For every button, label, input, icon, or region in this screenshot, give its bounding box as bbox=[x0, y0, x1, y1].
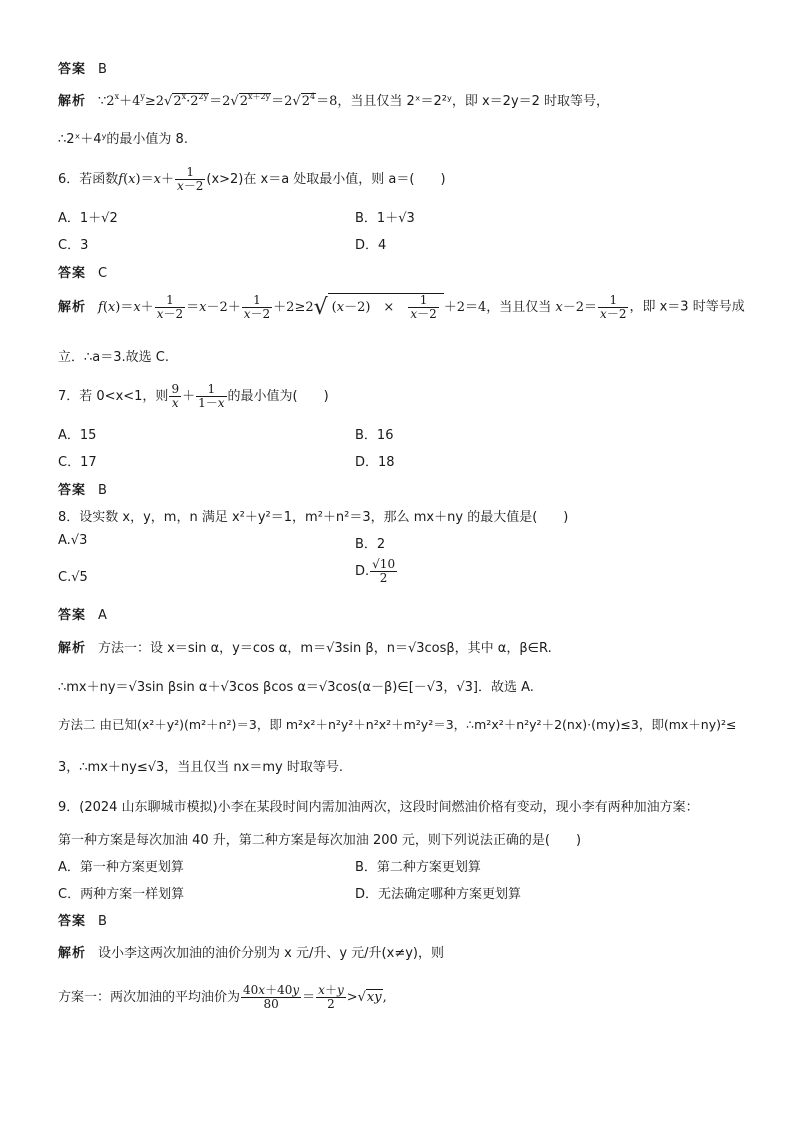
q6-option-d[interactable]: D．4 bbox=[355, 238, 387, 253]
q8-answer: 答案 A bbox=[58, 608, 107, 623]
q5-analysis: 解析 $\because 2^x+4^y\ge 2√2^x\cdot 2^{2y}=2√2^{x+2y}=2√2^4=8$，当且仅当 2ˣ＝2²ʸ，即 x＝2y＝2 时取等号， bbox=[58, 92, 610, 109]
q9-analysis: 解析 设小李这两次加油的油价分别为 x 元/升、y 元/升(x≠y)，则 bbox=[58, 946, 444, 961]
q6-stem: 6．若函数f(x)＝x＋ $\frac{1}{x-2}$ (x>2)在 x＝a 处取最小值，则 a＝( ) bbox=[58, 165, 446, 194]
q8-analysis-method1-b: ∴mx＋ny＝√3sin βsin α＋√3cos βcos α＝√3cos(α－β)∈[－√3，√3]．故选 A. bbox=[58, 680, 534, 695]
q8-option-a[interactable]: A.√3 bbox=[58, 533, 88, 548]
q6-option-a[interactable]: A．1＋√2 bbox=[58, 211, 118, 226]
q8-option-d-value: $\frac{√10}{2}$ bbox=[372, 557, 396, 586]
q7-option-c[interactable]: C．17 bbox=[58, 455, 97, 470]
q7-expression: $\frac{9}{x}$ ＋ $\frac{1}{1-x}$ bbox=[171, 382, 225, 411]
q7-option-a[interactable]: A．15 bbox=[58, 428, 97, 443]
q6-formula: f(x)＝x＋ $\frac{1}{x-2}$ ＝x－2＋ $\frac{1}{x-2}$ ＋2≥2√ (x－2) × $\frac{1}{x-2}$ ＋2＝4，当且仅当 x－2＝ $\frac{1}{x-2}$ bbox=[98, 292, 627, 322]
q6-analysis: 解析 f(x)＝x＋ $\frac{1}{x-2}$ ＝x－2＋ $\frac{1}{x-2}$ ＋2≥2√ (x－2) × $\frac{1}{x-2}$ ＋2＝4，当且仅当 x－2＝ $\frac{1}{x-2}$ ，即 x＝3 时等号成 bbox=[58, 292, 745, 322]
q6-option-c[interactable]: C．3 bbox=[58, 238, 89, 253]
q6-answer: 答案 C bbox=[58, 266, 108, 281]
q7-stem: 7．若 0<x<1，则 $\frac{9}{x}$ ＋ $\frac{1}{1-x}$ 的最小值为( ) bbox=[58, 382, 329, 411]
q7-option-d[interactable]: D．18 bbox=[355, 455, 395, 470]
q5-conclusion: ∴2ˣ＋4ʸ的最小值为 8. bbox=[58, 132, 188, 147]
q9-stem-a: 9．(2024 山东聊城市模拟)小李在某段时间内需加油两次，这段时间燃油价格有变动，现小李有两种加油方案： bbox=[58, 800, 699, 815]
q9-option-c[interactable]: C．两种方案一样划算 bbox=[58, 887, 185, 902]
q6-function: f(x)＝x＋ $\frac{1}{x-2}$ bbox=[118, 165, 204, 194]
q9-answer: 答案 B bbox=[58, 914, 107, 929]
q6-conclusion: 立．∴a＝3.故选 C. bbox=[58, 350, 169, 365]
q8-analysis-method2: 方法二 由已知(x²＋y²)(m²＋n²)＝3，即 m²x²＋n²y²＋n²x²＋m²y²＝3，∴m²x²＋n²y²＋2(nx)·(my)≤3，即(mx＋ny)²≤ bbox=[58, 717, 737, 732]
q6-option-b[interactable]: B．1＋√3 bbox=[355, 211, 415, 226]
q7-option-b[interactable]: B．16 bbox=[355, 428, 394, 443]
q8-option-c[interactable]: C.√5 bbox=[58, 570, 88, 585]
q8-analysis-method2-b: 3，∴mx＋ny≤√3，当且仅当 nx＝my 时取等号. bbox=[58, 760, 343, 775]
q9-option-d[interactable]: D．无法确定哪种方案更划算 bbox=[355, 887, 522, 902]
q7-answer: 答案 B bbox=[58, 483, 107, 498]
q5-answer: 答案 B bbox=[58, 62, 107, 77]
q8-stem: 8．设实数 x，y，m，n 满足 x²＋y²＝1，m²＋n²＝3，那么 mx＋ny 的最大值是( ) bbox=[58, 510, 569, 525]
q9-option-a[interactable]: A．第一种方案更划算 bbox=[58, 860, 184, 875]
q9-plan1: 方案一：两次加油的平均油价为 $\frac{40x+40y}{80}$ ＝ $\frac{x+y}{2}$ >√xy, bbox=[58, 983, 387, 1012]
q8-option-b[interactable]: B．2 bbox=[355, 537, 386, 552]
q8-option-d[interactable]: D. $\frac{√10}{2}$ bbox=[355, 557, 396, 586]
q9-plan1-formula: $\frac{40x+40y}{80}$ ＝ $\frac{x+y}{2}$ >√xy, bbox=[243, 983, 387, 1012]
q8-analysis-method1: 解析 方法一：设 x＝sin α，y＝cos α，m＝√3sin β，n＝√3cosβ，其中 α，β∈R. bbox=[58, 641, 552, 656]
q9-stem-b: 第一种方案是每次加油 40 升，第二种方案是每次加油 200 元，则下列说法正确的是( ) bbox=[58, 833, 582, 848]
q9-option-b[interactable]: B．第二种方案更划算 bbox=[355, 860, 481, 875]
q5-formula: $\because 2^x+4^y\ge 2√2^x\cdot 2^{2y}=2√2^{x+2y}=2√2^4=8$ bbox=[98, 92, 338, 109]
